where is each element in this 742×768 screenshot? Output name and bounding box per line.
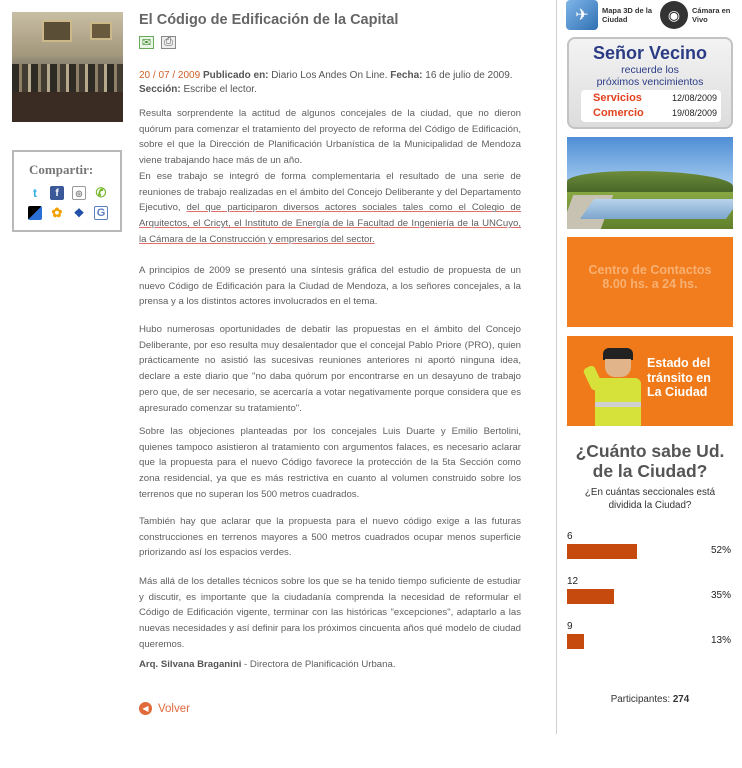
vecino-subtitle-line: próximos vencimientos	[596, 76, 704, 88]
traffic-officer-icon	[593, 348, 645, 426]
article-paragraph: Más allá de los detalles técnicos sobre los que se ha tenido tiempo suficiente de estudiar y discutir, es importante que la ciudadanía comprenda la necesidad de reformular el Código de Edificación vigente, terminar con las históricas "excepciones", adaptarlo a las nuevas necesidades y así definir para los próximos cincuenta años qué modelo de ciudad queremos.	[139, 576, 521, 650]
contact-text	[567, 263, 733, 291]
due-date-name: Servicios	[593, 91, 642, 104]
published-value: Diario Los Andes On Line.	[271, 70, 388, 81]
due-date-row[interactable]	[581, 90, 721, 105]
quiz-title	[567, 441, 733, 481]
poll-percent: 13%	[710, 635, 731, 646]
map-3d-link[interactable]	[566, 0, 654, 30]
map-label[interactable]: Mapa 3D de la Ciudad	[602, 6, 653, 24]
technorati-icon[interactable]: ✆	[95, 185, 107, 200]
article-meta	[139, 69, 521, 97]
email-icon[interactable]: ✉	[139, 36, 154, 49]
article-paragraph: A principios de 2009 se presentó una síntesis gráfica del estudio de propuesta de un nuevo Código de Edificación para la Ciudad de Mendoza, a los señores concejales, a la prensa y a los distintos actores involucrados en el tema.	[139, 265, 521, 308]
column-divider	[556, 0, 557, 734]
transit-status-banner[interactable]	[567, 336, 733, 426]
windows-live-icon[interactable]: ❖	[73, 206, 85, 220]
due-date-row[interactable]	[581, 105, 721, 120]
article-paragraph: Sobre las objeciones planteadas por los concejales Luis Duarte y Emilio Bertolini, quienes tampoco asistieron al tratamiento con argumentos falaces, es necesario aclarar que la propuesta para el nuevo Código favorece la protección de la 5ta Sección como zona residencial, ya que es más restrictiva en cuanto al volumen construido sobre los terrenos que no superan los 500 metros cuadrados.	[139, 426, 521, 500]
contact-line: 8.00 hs. a 24 hs.	[602, 277, 698, 291]
vecino-title: Señor Vecino	[592, 43, 708, 63]
transit-line: La Ciudad	[647, 385, 708, 399]
poll-option-label: 12	[567, 576, 579, 587]
poll-participants	[567, 694, 733, 705]
quiz-question-line: dividida la Ciudad?	[608, 500, 692, 511]
poll-percent: 35%	[710, 590, 731, 601]
poll-bar	[567, 589, 614, 604]
back-arrow-icon[interactable]: ◀	[139, 702, 152, 715]
back-link[interactable]	[139, 702, 190, 715]
camera-icon[interactable]: ◉	[660, 1, 688, 29]
poll-option[interactable]	[567, 531, 733, 571]
quiz-question	[567, 486, 733, 512]
article-paragraph	[139, 169, 521, 248]
share-box	[12, 150, 122, 232]
senor-vecino-banner[interactable]	[567, 37, 733, 129]
myspace-icon[interactable]: ◎	[72, 186, 86, 200]
participants-count: 274	[672, 694, 690, 705]
back-label[interactable]: Volver	[158, 702, 190, 715]
due-dates-list	[581, 90, 721, 122]
vecino-subtitle-line: recuerde los	[621, 64, 679, 76]
yahoo-icon[interactable]: ✿	[51, 205, 63, 220]
poll-bar	[567, 544, 637, 559]
article-tools	[139, 36, 176, 49]
share-icons	[28, 186, 110, 220]
contact-line: Centro de Contactos	[588, 263, 712, 277]
google-icon[interactable]: G	[94, 206, 108, 220]
poll-option-label: 6	[567, 531, 573, 542]
seccion-label: Sección:	[139, 84, 181, 95]
transit-line: tránsito en	[647, 370, 711, 385]
due-date-value: 12/08/2009	[671, 92, 717, 103]
twitter-icon[interactable]: t	[28, 186, 42, 200]
map-icon[interactable]: ✈	[566, 0, 598, 30]
print-icon[interactable]: ⎙	[161, 36, 176, 49]
quiz-title-line: ¿Cuánto sabe Ud.	[575, 441, 725, 461]
fecha-label: Fecha:	[390, 70, 423, 81]
transit-line: Estado del	[647, 356, 711, 370]
article-thumbnail	[12, 12, 123, 122]
seccion-value: Escribe el lector.	[183, 84, 257, 95]
poll-option-label: 9	[567, 621, 573, 632]
live-camera-link[interactable]	[660, 0, 732, 30]
poll-option[interactable]	[567, 621, 733, 661]
signature-role: - Directora de Planificación Urbana.	[241, 659, 396, 670]
participants-label: Participantes:	[610, 694, 671, 705]
article-paragraph: También hay que aclarar que la propuesta para el nuevo código exige a las futuras construcciones en terrenos mayores a 500 metros cuadrados ocupar menos superficie priorizando así los espacios verdes.	[139, 516, 521, 559]
contact-center-banner[interactable]	[567, 237, 733, 327]
article-paragraph-text: En ese trabajo se integró de forma complementaria el resultado de una serie de reuniones de trabajo realizadas en el ámbito del Concejo Deliberante y del Departamento Ejecutivo,	[139, 171, 521, 214]
article-title: El Código de Edificación de la Capital	[139, 12, 399, 28]
quiz-question-line: ¿En cuántas seccionales está	[584, 487, 716, 498]
due-date-name: Comercio	[593, 106, 644, 119]
facebook-icon[interactable]: f	[50, 186, 64, 200]
highlighted-text: del que participaron diversos actores sociales tales como el Colegio de Arquitectos, el Cricyt, el Instituto de Energía de la Facultad de Ingeniería de la UNCuyo, la Cámara de la Construcción y empresarios del sector.	[139, 202, 521, 245]
quiz-title-line: de la Ciudad?	[592, 461, 708, 481]
park-photo[interactable]	[567, 137, 733, 229]
fecha-value: 16 de julio de 2009.	[425, 70, 513, 81]
camera-label[interactable]: Cámara en Vivo	[692, 6, 731, 24]
published-label: Publicado en:	[202, 70, 269, 81]
due-date-value: 19/08/2009	[671, 107, 717, 118]
article-date: 20 / 07 / 2009	[139, 70, 201, 81]
article-paragraph: Resulta sorprendente la actitud de algunos concejales de la ciudad, que no dieron quórum para comenzar el tratamiento del proyecto de reforma del Código de Edificación, sobre el que la Dirección de Planificación Urbanística de la Municipalidad de Mendoza viene trabajando hace más de un año.	[139, 108, 521, 167]
transit-text	[647, 356, 731, 400]
share-title: Compartir:	[29, 162, 94, 177]
delicious-icon[interactable]	[28, 206, 42, 220]
article-signature	[139, 659, 395, 670]
vecino-subtitle	[569, 64, 731, 88]
signature-name: Arq. Silvana Braganini	[139, 659, 242, 670]
poll-bar	[567, 634, 584, 649]
article-paragraph: Hubo numerosas oportunidades de debatir las propuestas en el ámbito del Concejo Deliberante, por eso resulta muy desalentador que el concejal Pablo Priore (PRO), quien prácticamente no asistió las sucesivas reuniones anteriores ni aportó ninguna idea, declare a este diario que "no daba quórum por encontrarse en un desayuno de trabajo pero que, de ser necesario, se acercaría a votar negativamente porque considera que es apresurado comenzar su tratamiento".	[139, 324, 521, 414]
poll-option[interactable]	[567, 576, 733, 616]
poll-percent: 52%	[710, 545, 731, 556]
